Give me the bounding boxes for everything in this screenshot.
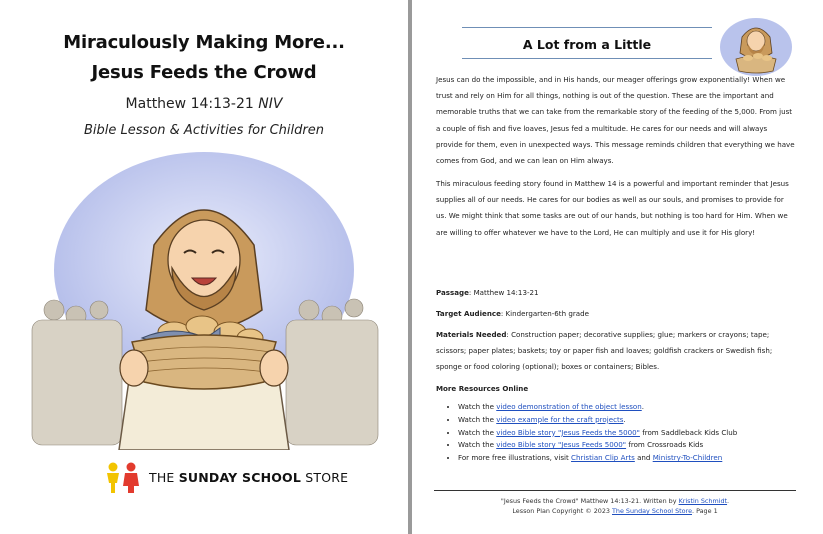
footer-rule (434, 490, 796, 491)
resource-item (458, 414, 798, 427)
passage-field (436, 285, 796, 301)
resource-text: Watch the (458, 427, 497, 437)
resource-link-ministry-to-children[interactable]: Ministry-To-Children (652, 453, 723, 463)
resource-item (458, 452, 798, 465)
scripture-ref-text: Matthew 14:13-21 (125, 96, 254, 112)
resource-text: Watch the (458, 402, 497, 411)
cover-page (0, 0, 408, 534)
audience-field (436, 306, 796, 322)
resource-link-craft-projects[interactable]: video example for the craft projects (496, 414, 624, 424)
resource-text: . (641, 402, 645, 411)
title-rule-top (462, 27, 712, 28)
sunday-school-store-logo (103, 462, 349, 494)
lesson-page (412, 0, 823, 534)
resource-text: For more free illustrations, visit (458, 453, 572, 463)
audience-value: : Kindergarten-6th grade (500, 309, 589, 318)
passage-label: Passage (436, 288, 469, 297)
intro-paragraph: Jesus can do the impossible, and in His hands, our meager offerings grow exponentially! When we trust and rely on Him for all things, nothing is out of the question. These are the important and memorable truths that we can take from the remarkable story of the feeding of the 5,000. From just a couple of fish and five loaves, Jesus fed a multitude. He cares for our needs and will always provide for them, even in unexpected ways. This message reminds children that everything we have comes from God, and we can lean on Him always. (436, 75, 795, 166)
logo-wordmark (149, 470, 348, 485)
store-link[interactable]: The Sunday School Store (612, 507, 692, 515)
resources-list (446, 401, 798, 465)
resource-link-crossroads[interactable]: video Bible story "Jesus Feeds 5000" (496, 440, 627, 450)
cover-subtitle: Bible Lesson & Activities for Children (84, 123, 324, 138)
logo-suffix: STORE (301, 470, 349, 485)
resource-item (458, 427, 798, 440)
author-link[interactable]: Kristin Schmidt (678, 497, 728, 505)
resource-item (458, 401, 798, 414)
materials-field (436, 327, 796, 376)
resource-link-saddleback[interactable]: video Bible story "Jesus Feeds the 5000" (496, 427, 640, 437)
scripture-reference (0, 96, 408, 112)
resource-item (458, 439, 798, 452)
title-rule-bottom (462, 58, 712, 59)
kids-logo-icon (103, 462, 143, 494)
resources-heading: More Resources Online (436, 384, 529, 393)
footer-text: Lesson Plan Copyright © 2023 (512, 507, 612, 515)
resource-text: and (634, 453, 653, 463)
materials-value: : Construction paper; decorative supplies; glue; markers or crayons; tape; scissors; paper plates; baskets; toy or paper fish and loaves; goldfish crackers or Swedish fish; sponge or food coloring (optional); boxes or containers; Bibles. (436, 330, 773, 372)
jesus-thumbnail-illustration (718, 17, 794, 79)
basket (132, 335, 276, 389)
resource-link-christian-clip-arts[interactable]: Christian Clip Arts (571, 453, 635, 463)
resource-text: from Saddleback Kids Club (639, 427, 738, 437)
cover-title-line-1: Miraculously Making More... (63, 32, 345, 53)
footer-line-2 (434, 506, 796, 516)
resource-text: from Crossroads Kids (626, 440, 704, 450)
logo-prefix: THE (149, 470, 179, 485)
logo-brand: SUNDAY SCHOOL (178, 470, 302, 485)
bible-version: NIV (258, 96, 283, 112)
resource-link-object-lesson[interactable]: video demonstration of the object lesson (496, 402, 642, 411)
second-paragraph: This miraculous feeding story found in Matthew 14 is a powerful and important reminder that Jesus supplies all of our needs. He cares for our bodies as well as our souls, and promises to provide for us. We might think that some tasks are out of our hands, but nothing is too hard for Him. When we are willing to offer whatever we have to the Lord, He can multiply and use it for His glory! (436, 179, 789, 237)
footer-text: . (727, 497, 730, 505)
resource-text: . (623, 414, 626, 424)
passage-value: : Matthew 14:13-21 (468, 288, 539, 297)
footer-line-1 (434, 496, 796, 506)
resource-text: Watch the (458, 414, 497, 424)
section-title: A Lot from a Little (522, 37, 652, 52)
footer-text: . Page 1 (692, 507, 718, 515)
materials-label: Materials Needed (436, 330, 507, 339)
resource-text: Watch the (458, 440, 497, 450)
jesus-feeds-crowd-illustration (24, 150, 384, 450)
footer-text: "Jesus Feeds the Crowd" Matthew 14:13-21. Written by (500, 497, 679, 505)
audience-label: Target Audience (436, 309, 501, 318)
cover-title-line-2: Jesus Feeds the Crowd (91, 62, 317, 83)
